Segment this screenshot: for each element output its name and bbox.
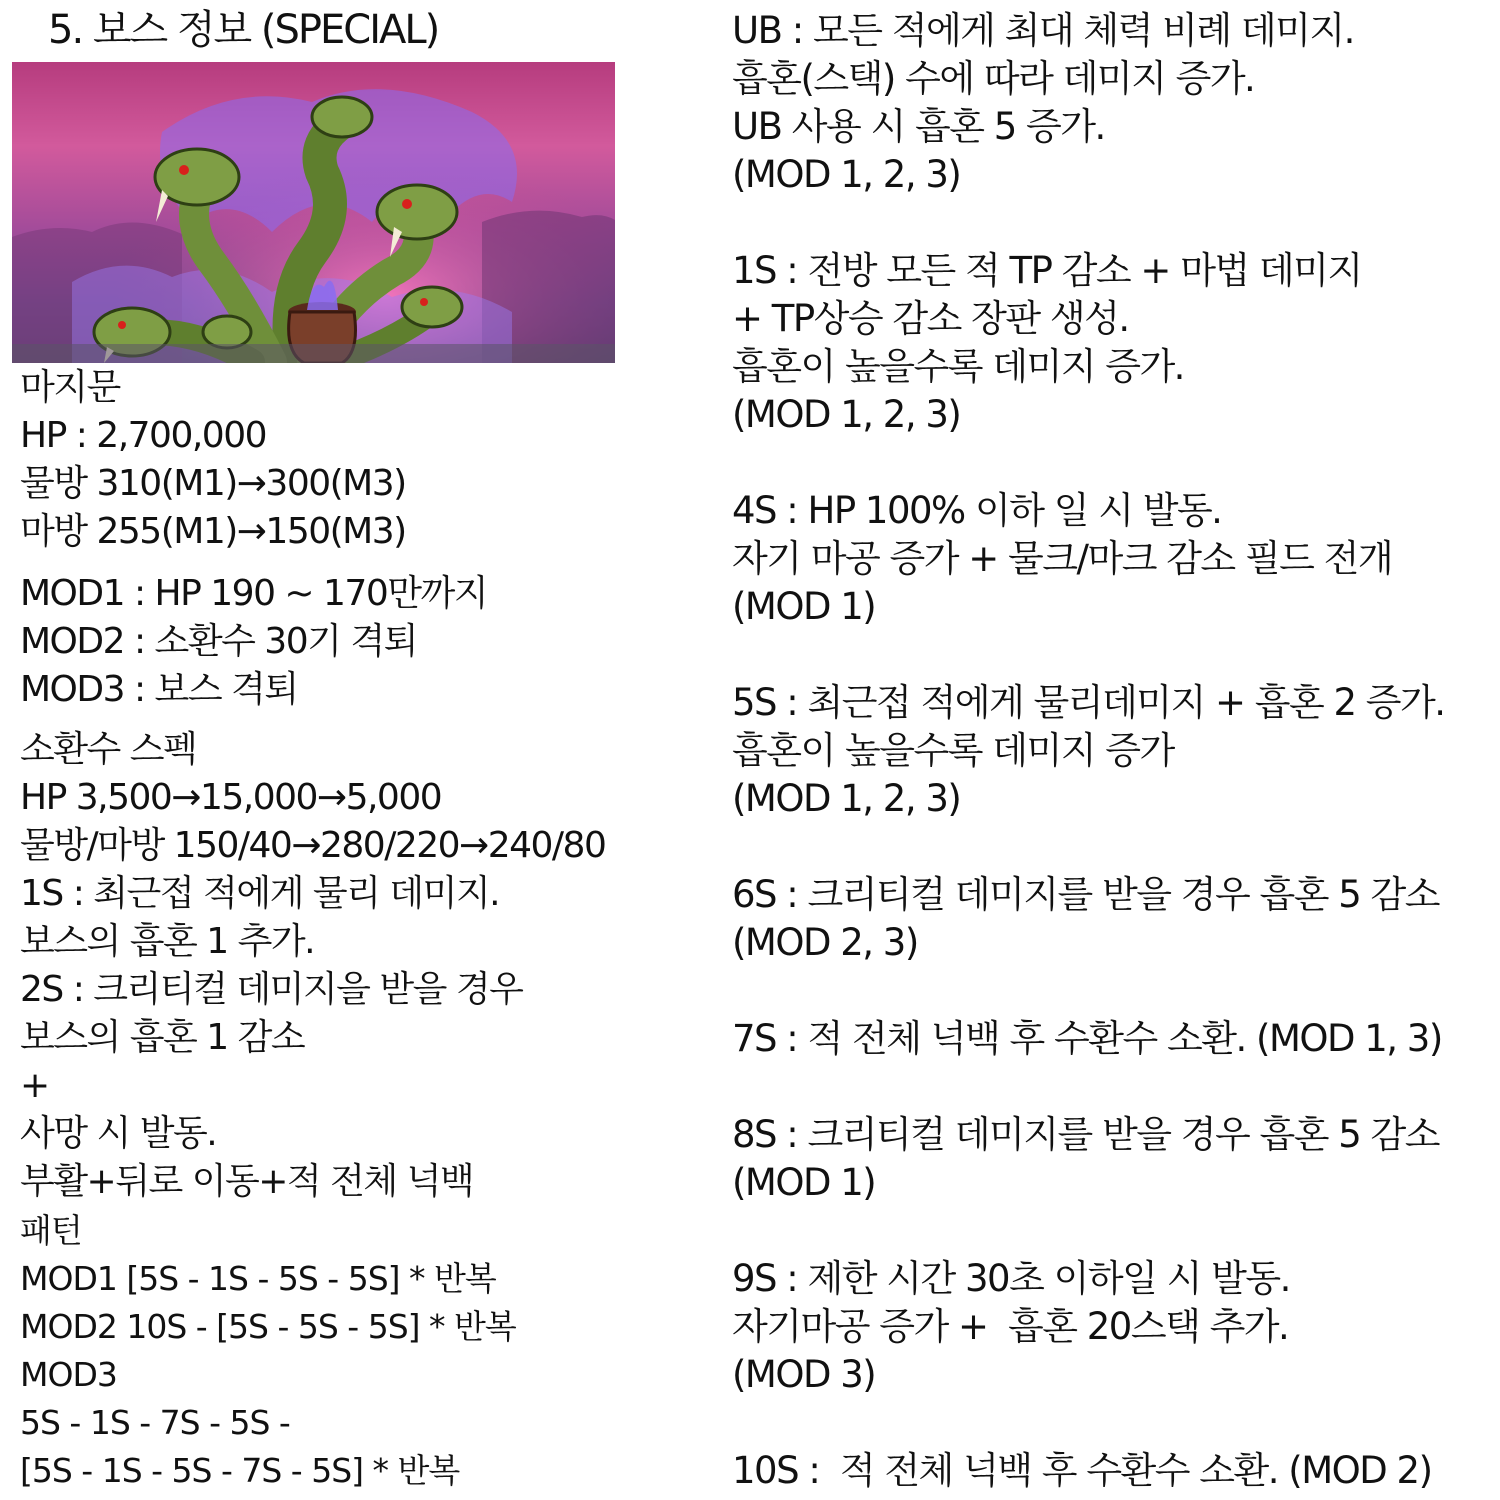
mod3-condition: MOD3 : 보스 격퇴 (20, 669, 298, 710)
death-trigger-line-1: 사망 시 발동. (20, 1113, 217, 1154)
boss-magic-defense: 마방 255(M1)→150(M3) (20, 511, 406, 552)
skill-8-line-1: 8S : 크리티컬 데미지를 받을 경우 흡혼 5 감소 (732, 1113, 1439, 1156)
skill-1-line-2: + TP상승 감소 장판 생성. (732, 297, 1129, 340)
skill-9-line-2: 자기마공 증가 + 흡혼 20스택 추가. (732, 1305, 1289, 1348)
summon-hp: HP 3,500→15,000→5,000 (20, 777, 442, 818)
skill-9-line-1: 9S : 제한 시간 30초 이하일 시 발동. (732, 1257, 1290, 1300)
mod1-condition: MOD1 : HP 190 ~ 170만까지 (20, 573, 488, 614)
boss-image (12, 62, 615, 363)
summon-skill-2-line-1: 2S : 크리티컬 데미지을 받을 경우 (20, 969, 523, 1010)
skill-10-line-1: 10S : 적 전체 넉백 후 수환수 소환. (MOD 2) (732, 1449, 1432, 1492)
skill-5-line-1: 5S : 최근접 적에게 물리데미지 + 흡혼 2 증가. (732, 681, 1445, 724)
ub-line-4: (MOD 1, 2, 3) (732, 153, 961, 196)
skill-9-line-3: (MOD 3) (732, 1353, 876, 1396)
ub-line-2: 흡혼(스택) 수에 따라 데미지 증가. (732, 57, 1255, 100)
skill-4-line-1: 4S : HP 100% 이하 일 시 발동. (732, 489, 1222, 532)
summon-defense: 물방/마방 150/40→280/220→240/80 (20, 825, 606, 866)
pattern-mod3-label: MOD3 (20, 1355, 117, 1394)
boss-hp: HP : 2,700,000 (20, 415, 267, 456)
pattern-mod3-line-1: 5S - 1S - 7S - 5S - (20, 1403, 290, 1442)
skill-6-line-2: (MOD 2, 3) (732, 921, 918, 964)
skill-4-line-2: 자기 마공 증가 + 물크/마크 감소 필드 전개 (732, 537, 1393, 580)
skill-6-line-1: 6S : 크리티컬 데미지를 받을 경우 흡혼 5 감소 (732, 873, 1439, 916)
summon-skill-1-line-1: 1S : 최근접 적에게 물리 데미지. (20, 873, 500, 914)
skill-1-line-1: 1S : 전방 모든 적 TP 감소 + 마법 데미지 (732, 249, 1362, 292)
boss-name: 마지문 (20, 367, 120, 408)
pattern-title: 패턴 (20, 1211, 82, 1250)
skill-5-line-2: 흡혼이 높을수록 데미지 증가 (732, 729, 1174, 772)
summon-skill-2-line-2: 보스의 흡혼 1 감소 (20, 1017, 305, 1058)
skill-5-line-3: (MOD 1, 2, 3) (732, 777, 961, 820)
skill-1-line-4: (MOD 1, 2, 3) (732, 393, 961, 436)
pattern-mod2: MOD2 10S - [5S - 5S - 5S] * 반복 (20, 1307, 516, 1346)
skill-4-line-3: (MOD 1) (732, 585, 876, 628)
skill-8-line-2: (MOD 1) (732, 1161, 876, 1204)
pattern-mod3-line-2: [5S - 1S - 5S - 7S - 5S] * 반복 (20, 1451, 460, 1490)
pattern-mod1: MOD1 [5S - 1S - 5S - 5S] * 반복 (20, 1259, 496, 1298)
summon-skill-1-line-2: 보스의 흡혼 1 추가. (20, 921, 315, 962)
boss-physical-defense: 물방 310(M1)→300(M3) (20, 463, 406, 504)
ub-line-3: UB 사용 시 흡혼 5 증가. (732, 105, 1105, 148)
summon-spec-title: 소환수 스펙 (20, 729, 197, 770)
page-title: 5. 보스 정보 (SPECIAL) (48, 7, 439, 53)
skill-1-line-3: 흡혼이 높을수록 데미지 증가. (732, 345, 1184, 388)
ub-line-1: UB : 모든 적에게 최대 체력 비례 데미지. (732, 9, 1354, 52)
plus-sign: + (20, 1065, 49, 1106)
death-trigger-line-2: 부활+뒤로 이동+적 전체 넉백 (20, 1161, 474, 1202)
mod2-condition: MOD2 : 소환수 30기 격퇴 (20, 621, 417, 662)
skill-7-line-1: 7S : 적 전체 넉백 후 수환수 소환. (MOD 1, 3) (732, 1017, 1442, 1060)
